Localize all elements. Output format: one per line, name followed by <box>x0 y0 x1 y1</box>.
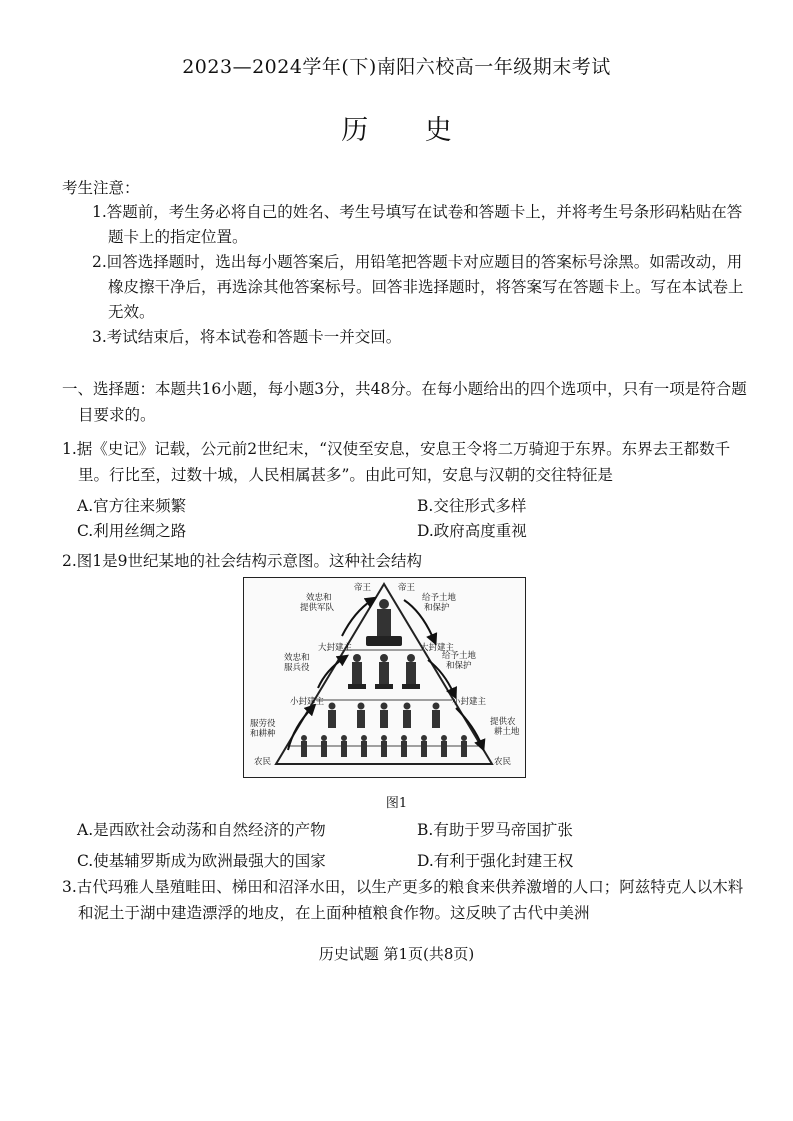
label-emperor-right: 帝王 <box>398 583 416 593</box>
label-labor: 服劳役和耕种 <box>250 719 276 739</box>
figure-caption: 图1 <box>385 796 408 811</box>
label-peasant-left: 农民 <box>254 757 272 767</box>
label-small-lord-left: 小封建主 <box>290 697 325 707</box>
label-great-lord-right: 大封建主 <box>420 643 455 653</box>
label-great-lord-left: 大封建主 <box>318 643 353 653</box>
social-structure-figure <box>243 577 526 778</box>
feudal-pyramid-diagram <box>244 578 524 776</box>
question-1-option-b: B.交往形式多样 <box>417 497 527 515</box>
notice-item-3: 3.考试结束后，将本试卷和答题卡一并交回。 <box>92 328 402 346</box>
subject-title: 历 史 <box>341 115 476 146</box>
small-lord-figures <box>328 703 440 729</box>
page-footer: 历史试题 第1页(共8页) <box>318 945 475 963</box>
question-2-option-b: B.有助于罗马帝国扩张 <box>417 821 573 839</box>
question-1-option-c: C.利用丝绸之路 <box>77 522 187 540</box>
label-land-protect-mid: 给予土地和保护 <box>442 651 477 671</box>
label-peasant-right: 农民 <box>494 757 512 767</box>
question-3-stem: 3.古代玛雅人垦殖畦田、梯田和沼泽水田，以生产更多的粮食来供养激增的人口；阿兹特克人以木料和泥土于湖中建造漂浮的地皮，在上面种植粮食作物。这反映了古代中美洲 <box>62 878 744 922</box>
label-land-protect-top: 给予土地和保护 <box>422 593 457 613</box>
notice-item-1: 1.答题前，考生务必将自己的姓名、考生号填写在试卷和答题卡上，并将考生号条形码粘贴在答题卡上的指定位置。 <box>92 203 743 246</box>
peasant-figures <box>301 735 467 757</box>
question-1-option-d: D.政府高度重视 <box>417 522 527 540</box>
label-provide-land: 提供农耕土地 <box>490 717 520 737</box>
question-2-option-c: C.使基辅罗斯成为欧洲最强大的国家 <box>77 852 326 870</box>
question-2-option-d: D.有利于强化封建王权 <box>417 852 574 870</box>
label-loyal-army: 效忠和提供军队 <box>300 593 335 613</box>
label-loyal-service: 效忠和服兵役 <box>284 653 310 673</box>
notice-heading: 考生注意： <box>62 179 140 197</box>
notice-item-2: 2.回答选择题时，选出每小题答案后，用铅笔把答题卡对应题目的答案标号涂黑。如需改动，用橡皮擦干净后，再选涂其他答案标号。回答非选择题时，将答案写在答题卡上。写在本试卷上无效。 <box>92 253 744 321</box>
section-heading: 一、选择题：本题共16小题，每小题3分，共48分。在每小题给出的四个选项中，只有一项是符合题目要求的。 <box>62 380 747 424</box>
question-2-stem: 2.图1是9世纪某地的社会结构示意图。这种社会结构 <box>62 552 423 570</box>
exam-title: 2023—2024学年(下)南阳六校高一年级期末考试 <box>182 56 611 78</box>
arrow-up-3 <box>288 708 312 750</box>
question-1-stem: 1.据《史记》记载，公元前2世纪末，“汉使至安息，安息王令将二万骑迎于东界。东界去王都数千里。行比至，过数十城，人民相属甚多”。由此可知，安息与汉朝的交往特征是 <box>62 440 731 484</box>
question-1-option-a: A.官方往来频繁 <box>77 497 187 515</box>
label-small-lord-right: 小封建主 <box>452 697 487 707</box>
great-lord-figures <box>348 654 420 689</box>
question-2-option-a: A.是西欧社会动荡和自然经济的产物 <box>77 821 326 839</box>
label-emperor-left: 帝王 <box>354 583 372 593</box>
